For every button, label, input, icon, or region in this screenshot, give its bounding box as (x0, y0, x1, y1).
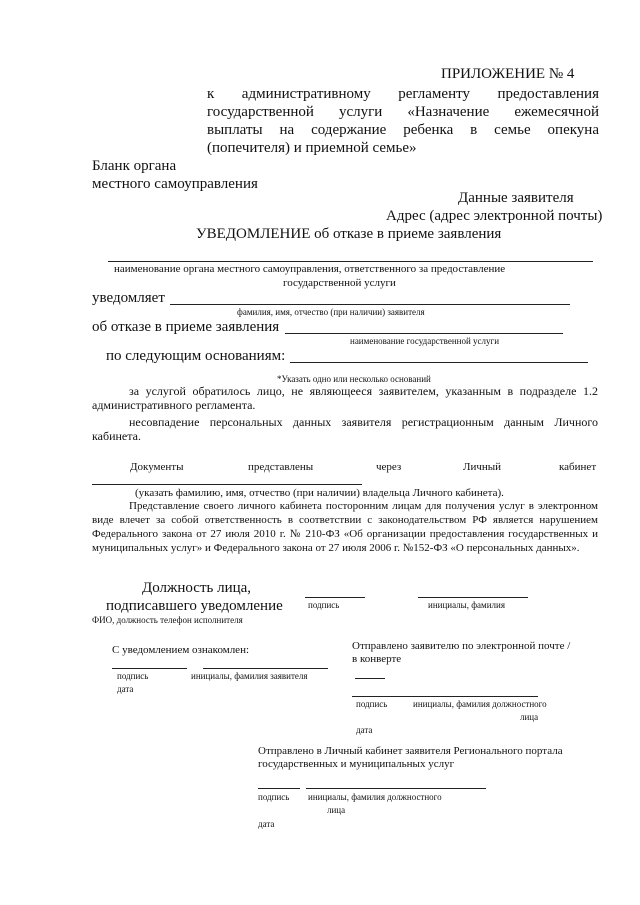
ack-sign-caption: подпись (117, 671, 149, 681)
authority-caption-2: государственной услуги (283, 277, 396, 289)
sent-email-line-1: Отправлено заявителю по электронной почте / (352, 640, 571, 652)
sent-email-date-caption: дата (356, 725, 373, 735)
ack-initials-line (203, 668, 328, 669)
appendix-line-2: государственной услуги «Назначение ежемесячной (207, 104, 599, 120)
sent-cabinet-initials-caption-1: инициалы, фамилия должностного (308, 792, 442, 802)
sent-cabinet-date-caption: дата (258, 819, 275, 829)
docs-word-3: через (376, 461, 402, 473)
ack-sign-line (112, 668, 187, 669)
sent-cabinet-sign-line (258, 788, 300, 789)
sent-email-sign-caption: подпись (356, 699, 388, 709)
cabinet-owner-caption: (указать фамилию, имя, отчество (при наличии) владельца Личного кабинета). (135, 487, 504, 499)
notifies-caption: фамилия, имя, отчество (при наличии) заявителя (237, 307, 425, 317)
applicant-address: Адрес (адрес электронной почты) (386, 208, 603, 224)
appendix-line-1: к административному регламенту предоставления (207, 86, 599, 102)
sent-cabinet-line-2: государственных и муниципальных услуг (258, 758, 455, 770)
refusal-line (285, 333, 563, 334)
sent-cabinet-initials-caption-2: лица (327, 805, 346, 815)
signature-initials-caption: инициалы, фамилия (428, 600, 505, 610)
reason-data-mismatch: несовпадение персональных данных заявителя регистрационным данным Личного кабинета. (92, 415, 598, 443)
position-line-2: подписавшего уведомление (106, 598, 283, 614)
appendix-line-3: выплаты на содержание ребенка в семье опекуна (207, 122, 599, 138)
signature-line (305, 597, 365, 598)
sent-email-short-line (355, 678, 385, 679)
sent-email-line-2: в конверте (352, 653, 402, 665)
reason-not-applicant: за услугой обратилось лицо, не являющееся заявителем, указанным в подразделе 1.2 административного регламента. (92, 384, 598, 412)
document-title: УВЕДОМЛЕНИЕ об отказе в приеме заявления (196, 226, 502, 242)
docs-word-5: кабинет (559, 461, 597, 473)
appendix-title: ПРИЛОЖЕНИЕ № 4 (441, 66, 575, 82)
grounds-label: по следующим основаниям: (106, 348, 286, 364)
sent-email-sign-line (352, 696, 538, 697)
applicant-data: Данные заявителя (458, 190, 574, 206)
refusal-label: об отказе в приеме заявления (92, 319, 280, 335)
sent-email-initials-caption-2: лица (520, 712, 539, 722)
ack-date-caption: дата (117, 684, 134, 694)
acknowledged-label: С уведомлением ознакомлен: (112, 644, 250, 656)
notifies-label: уведомляет (92, 290, 165, 306)
docs-word-4: Личный (463, 461, 502, 473)
blank-organ-line-1: Бланк органа (92, 158, 177, 174)
refusal-caption: наименование государственной услуги (350, 336, 500, 346)
grounds-line (290, 362, 588, 363)
sent-cabinet-initials-line (306, 788, 486, 789)
appendix-line-4: (попечителя) и приемной семье» (207, 140, 417, 156)
sent-cabinet-line-1: Отправлено в Личный кабинет заявителя Регионального портала (258, 745, 563, 757)
docs-word-2: представлены (248, 461, 314, 473)
signature-initials-line (418, 597, 528, 598)
liability-paragraph: Представление своего личного кабинета посторонним лицам для получения услуг в электронном виде влечет за собой ответственность в соответствии с законодательством РФ является нарушением Федерального закона от 27 июля 2010 г. № 210-ФЗ «Об организации предоставления государственных и муниципальных услуг» и Федерального закона от 27 июля 2006 г. №152-ФЗ «О персональных данных». (92, 500, 598, 554)
cabinet-owner-line (92, 484, 362, 485)
executor-caption: ФИО, должность телефон исполнителя (92, 615, 243, 625)
sent-cabinet-sign-caption: подпись (258, 792, 290, 802)
position-line-1: Должность лица, (142, 580, 252, 596)
signature-caption: подпись (308, 600, 340, 610)
docs-word-1: Документы (130, 461, 184, 473)
ack-initials-caption: инициалы, фамилия заявителя (191, 671, 308, 681)
blank-organ-line-2: местного самоуправления (92, 176, 258, 192)
notifies-line (170, 304, 570, 305)
authority-caption-1: наименование органа местного самоуправления, ответственного за предоставление (114, 263, 506, 275)
sent-email-initials-caption-1: инициалы, фамилия должностного (413, 699, 547, 709)
grounds-note: *Указать одно или несколько оснований (277, 374, 431, 384)
authority-line (108, 261, 593, 262)
